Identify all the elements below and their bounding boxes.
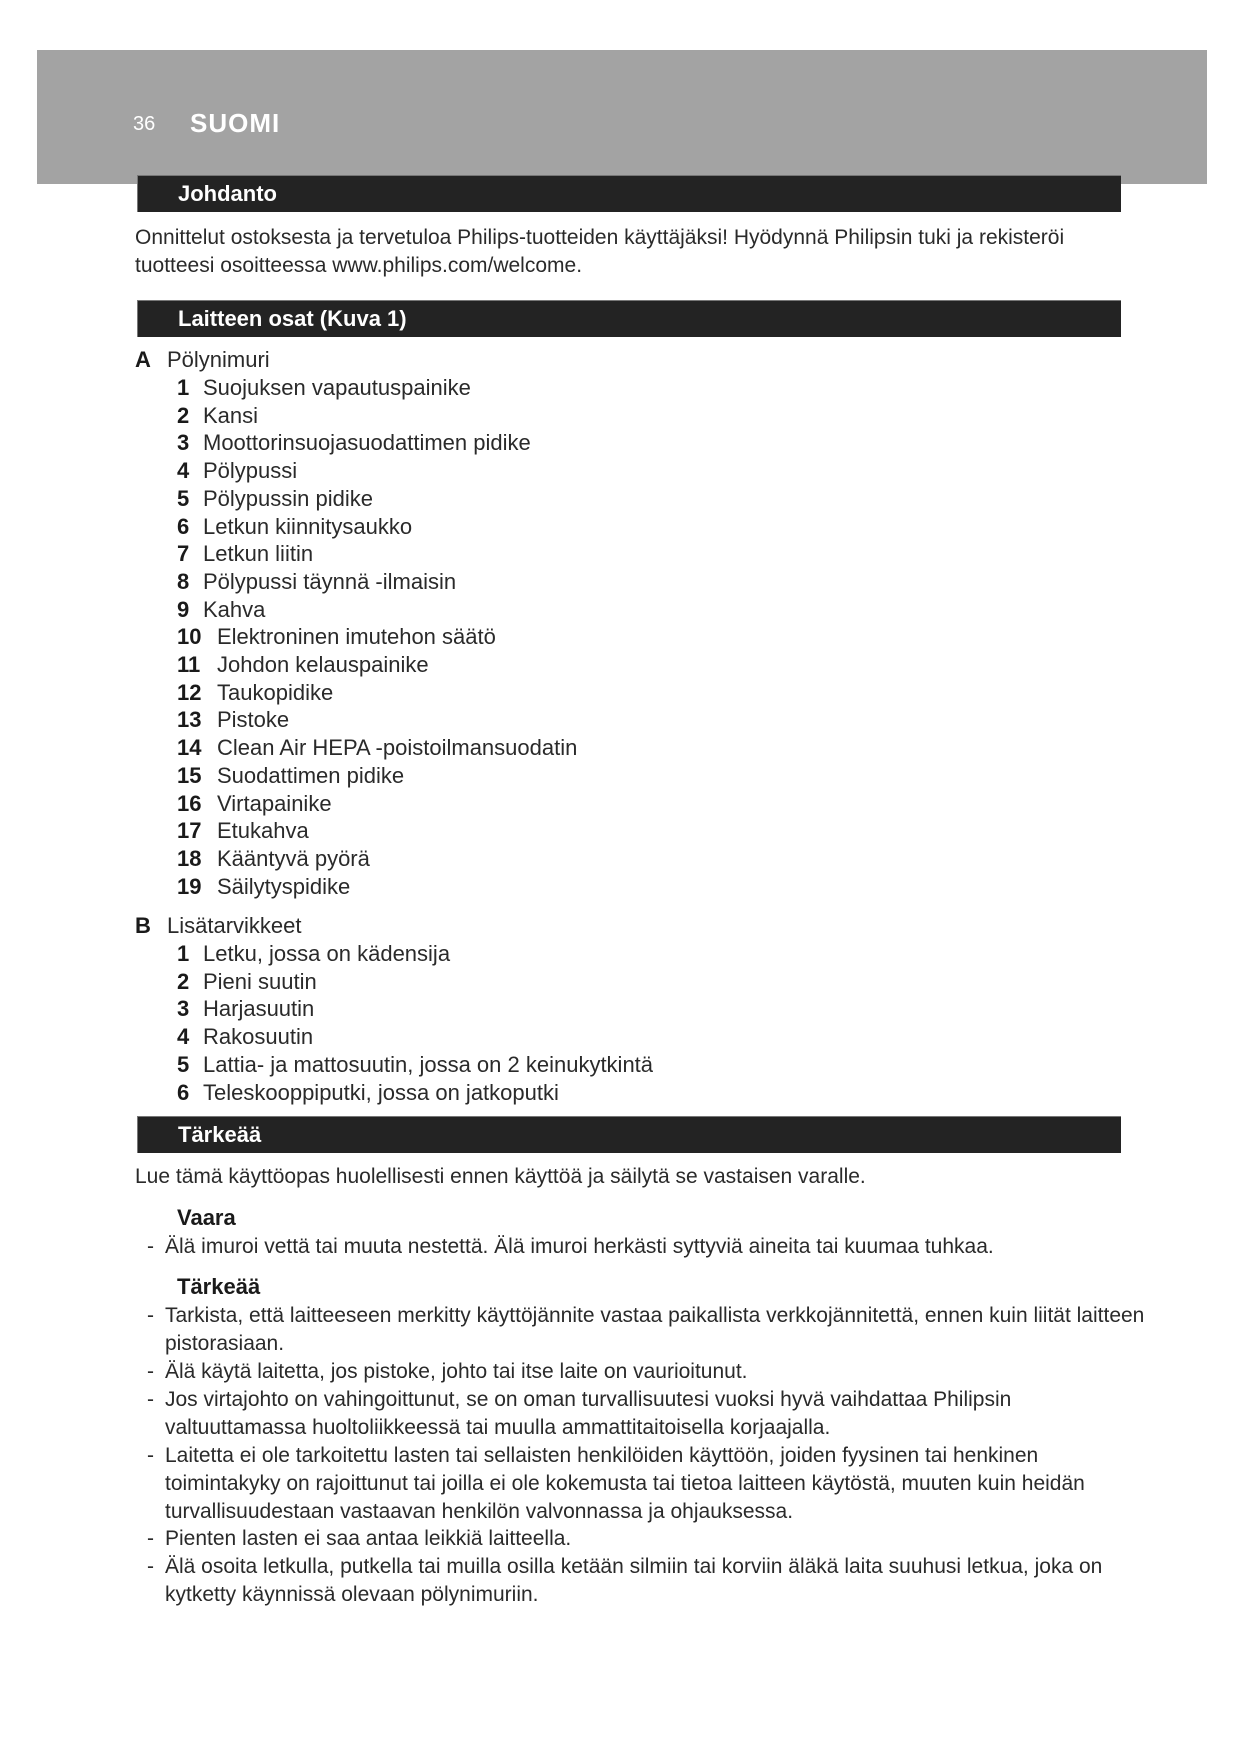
bullet-item <box>147 1442 1145 1526</box>
group-b-heading <box>135 912 302 940</box>
part-item <box>177 374 471 402</box>
group-a-heading <box>135 346 270 374</box>
part-label: Kahva <box>203 596 266 622</box>
part-label: Suojuksen vapautuspainike <box>203 375 471 400</box>
part-number: 11 <box>177 652 201 677</box>
part-label: Etukahva <box>217 818 309 844</box>
part-item <box>177 568 456 596</box>
bullet-dash: - <box>147 1527 154 1550</box>
part-item <box>177 968 317 996</box>
part-label: Letkun liitin <box>203 541 314 567</box>
part-label: Harjasuutin <box>203 996 315 1022</box>
section-intro-heading <box>137 175 1121 212</box>
part-number: 4 <box>177 1024 190 1050</box>
bullet-item <box>147 1553 1145 1609</box>
group-letter: B <box>135 913 151 938</box>
section-title: Laitteen osat (Kuva 1) <box>178 306 407 331</box>
part-number: 3 <box>177 430 190 456</box>
group-label: Lisätarvikkeet <box>167 913 302 938</box>
part-number: 4 <box>177 458 190 484</box>
part-label: Taukopidike <box>217 679 334 705</box>
bullet-dash: - <box>147 1304 154 1327</box>
part-item <box>177 1079 559 1107</box>
section-important-heading <box>137 1116 1121 1153</box>
group-letter: A <box>135 347 151 372</box>
part-label: Clean Air HEPA -poistoilmansuodatin <box>217 735 578 761</box>
part-number: 19 <box>177 873 202 899</box>
bullet-text: Älä käytä laitetta, jos pistoke, johto tai itse laite on vaurioitunut. <box>165 1360 748 1383</box>
bullet-dash: - <box>147 1360 154 1383</box>
part-number: 9 <box>177 596 190 622</box>
part-label: Kääntyvä pyörä <box>217 845 370 871</box>
language-label: SUOMI <box>190 108 281 138</box>
part-label: Suodattimen pidike <box>217 762 405 788</box>
part-number: 2 <box>177 402 190 428</box>
part-item <box>177 995 314 1023</box>
part-number: 10 <box>177 624 202 650</box>
part-label: Johdon kelauspainike <box>217 652 429 677</box>
part-item <box>177 679 333 707</box>
bullet-text: Tarkista, että laitteeseen merkitty käyttöjännite vastaa paikallista verkkojännitettä, ennen kuin liität laitteen pistorasiaan. <box>165 1304 1145 1355</box>
section-parts-heading <box>137 300 1121 337</box>
part-label: Pistoke <box>217 707 290 733</box>
part-item <box>177 873 350 901</box>
bullet-item <box>147 1386 1145 1442</box>
part-number: 15 <box>177 762 202 788</box>
part-label: Rakosuutin <box>203 1024 314 1050</box>
bullet-item <box>147 1525 1145 1553</box>
part-item <box>177 429 531 457</box>
part-label: Pölypussi täynnä -ilmaisin <box>203 568 457 594</box>
part-item <box>177 540 313 568</box>
part-item <box>177 706 289 734</box>
bullet-text: Jos virtajohto on vahingoittunut, se on oman turvallisuutesi vuoksi hyvä vaihdattaa Philipsin valtuuttamassa huoltoliikkeessä tai muulla ammattitaitoisella korjaajalla. <box>165 1388 1012 1439</box>
bullet-text: Laitetta ei ole tarkoitettu lasten tai sellaisten henkilöiden käyttöön, joiden fyysinen tai henkinen toimintakyky on rajoittunut tai joilla ei ole kokemusta tai tietoa laitteen käytöstä, muuten kuin heidän turvallisuudestaan vastaavan henkilön valvonnassa ja ohjauksessa. <box>165 1444 1085 1523</box>
part-label: Virtapainike <box>217 790 332 816</box>
important-intro: Lue tämä käyttöopas huolellisesti ennen käyttöä ja säilytä se vastaisen varalle. <box>135 1165 866 1188</box>
part-item <box>177 651 429 679</box>
part-number: 16 <box>177 790 202 816</box>
bullet-item <box>147 1302 1145 1358</box>
part-item <box>177 790 332 818</box>
bullet-text: Älä imuroi vettä tai muuta nestettä. Älä imuroi herkästi syttyviä aineita tai kuumaa tuhkaa. <box>165 1235 994 1258</box>
bullet-dash: - <box>147 1235 154 1258</box>
bullet-dash: - <box>147 1555 154 1578</box>
part-label: Kansi <box>203 402 259 428</box>
part-label: Pölypussin pidike <box>203 485 373 511</box>
part-item <box>177 623 496 651</box>
part-item <box>177 762 404 790</box>
part-label: Säilytyspidike <box>217 873 351 899</box>
bullet-dash: - <box>147 1444 154 1467</box>
section-title: Johdanto <box>178 181 277 206</box>
part-item <box>177 1023 313 1051</box>
part-number: 13 <box>177 707 202 733</box>
part-number: 6 <box>177 513 190 539</box>
page-number: 36 <box>133 113 156 135</box>
part-label: Letku, jossa on kädensija <box>203 941 451 966</box>
part-label: Pieni suutin <box>203 968 317 994</box>
part-label: Lattia- ja mattosuutin, jossa on 2 keinukytkintä <box>203 1051 654 1077</box>
danger-heading: Vaara <box>177 1205 236 1230</box>
part-number: 5 <box>177 1051 190 1077</box>
group-label: Pölynimuri <box>167 347 270 372</box>
bullet-dash: - <box>147 1388 154 1411</box>
part-number: 6 <box>177 1079 190 1105</box>
part-number: 14 <box>177 735 202 761</box>
bullet-item <box>147 1358 1145 1386</box>
part-label: Teleskooppiputki, jossa on jatkoputki <box>203 1079 559 1105</box>
part-number: 1 <box>177 941 190 966</box>
part-number: 3 <box>177 996 190 1022</box>
part-item <box>177 845 370 873</box>
part-number: 7 <box>177 541 190 567</box>
part-label: Moottorinsuojasuodattimen pidike <box>203 430 531 456</box>
bullet-item <box>147 1233 1145 1261</box>
part-item <box>177 485 373 513</box>
part-number: 1 <box>177 375 190 400</box>
part-number: 8 <box>177 568 190 594</box>
part-label: Pölypussi <box>203 458 298 484</box>
part-number: 17 <box>177 818 202 844</box>
part-item <box>177 817 309 845</box>
part-item <box>177 940 450 968</box>
part-item <box>177 734 577 762</box>
part-number: 2 <box>177 968 190 994</box>
important-heading: Tärkeää <box>177 1274 261 1299</box>
section-title: Tärkeää <box>178 1122 262 1147</box>
part-number: 5 <box>177 485 190 511</box>
bullet-text: Älä osoita letkulla, putkella tai muilla osilla ketään silmiin tai korviin äläkä laita suuhusi letkua, joka on kytketty käynnissä olevaan pölynimuriin. <box>165 1555 1103 1606</box>
bullet-text: Pienten lasten ei saa antaa leikkiä laitteella. <box>165 1527 572 1550</box>
part-number: 18 <box>177 845 202 871</box>
part-item <box>177 402 258 430</box>
part-number: 12 <box>177 679 202 705</box>
part-item <box>177 596 265 624</box>
part-item <box>177 457 297 485</box>
part-item <box>177 513 412 541</box>
part-item <box>177 1051 653 1079</box>
part-label: Elektroninen imutehon säätö <box>217 624 496 650</box>
intro-paragraph: Onnittelut ostoksesta ja tervetuloa Philips-tuotteiden käyttäjäksi! Hyödynnä Philipsin tuki ja rekisteröi tuotteesi osoitteessa www.philips.com/welcome. <box>135 226 1065 277</box>
part-label: Letkun kiinnitysaukko <box>203 513 413 539</box>
